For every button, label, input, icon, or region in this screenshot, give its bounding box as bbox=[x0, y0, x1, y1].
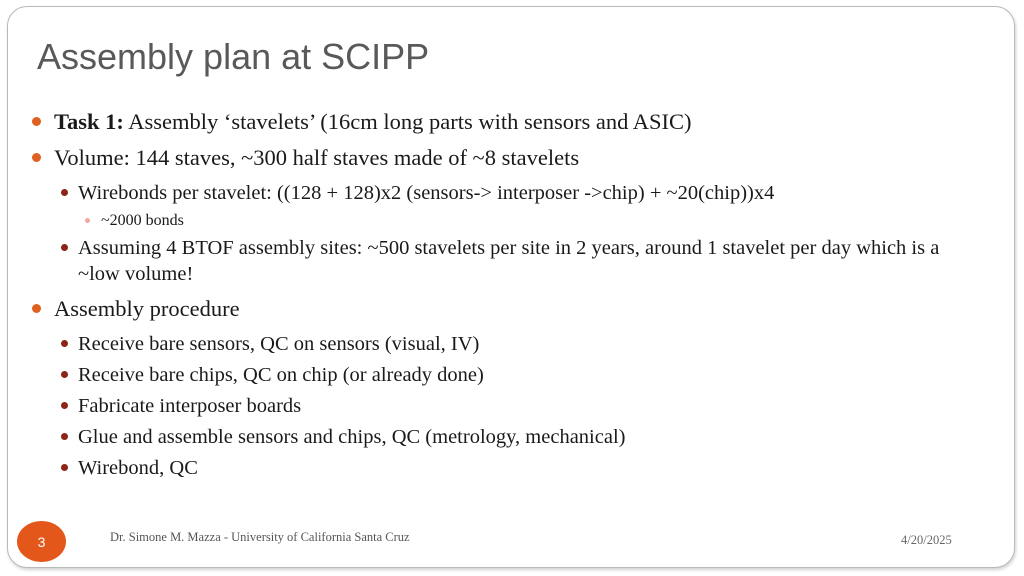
footer-author: Dr. Simone M. Mazza - University of California Santa Cruz bbox=[110, 530, 410, 544]
bullet-wirebonds: Wirebonds per stavelet: ((128 + 128)x2 (sensors-> interposer ->chip) + ~20(chip))x4 bbox=[30, 180, 978, 206]
procedure-step-3: Fabricate interposer boards bbox=[30, 393, 978, 419]
task-text: Assembly ‘stavelets’ (16cm long parts with sensors and ASIC) bbox=[123, 109, 692, 134]
slide-title: Assembly plan at SCIPP bbox=[37, 36, 430, 77]
footer-date: 4/20/2025 bbox=[901, 533, 952, 547]
bullet-procedure: Assembly procedure bbox=[30, 295, 990, 323]
procedure-step-5: Wirebond, QC bbox=[30, 455, 978, 481]
slide-content bbox=[30, 108, 990, 486]
task-label: Task 1: bbox=[54, 109, 124, 134]
page-number-badge: 3 bbox=[17, 521, 66, 562]
procedure-step-2: Receive bare chips, QC on chip (or already done) bbox=[30, 362, 978, 388]
procedure-step-1: Receive bare sensors, QC on sensors (visual, IV) bbox=[30, 331, 978, 357]
bullet-bonds: ~2000 bonds bbox=[30, 211, 990, 231]
procedure-step-4: Glue and assemble sensors and chips, QC (metrology, mechanical) bbox=[30, 424, 978, 450]
bullet-volume: Volume: 144 staves, ~300 half staves made of ~8 stavelets bbox=[30, 144, 990, 172]
bullet-assuming: Assuming 4 BTOF assembly sites: ~500 stavelets per site in 2 years, around 1 stavelet per day which is a ~low volume! bbox=[30, 235, 978, 287]
bullet-task-1 bbox=[30, 108, 990, 136]
